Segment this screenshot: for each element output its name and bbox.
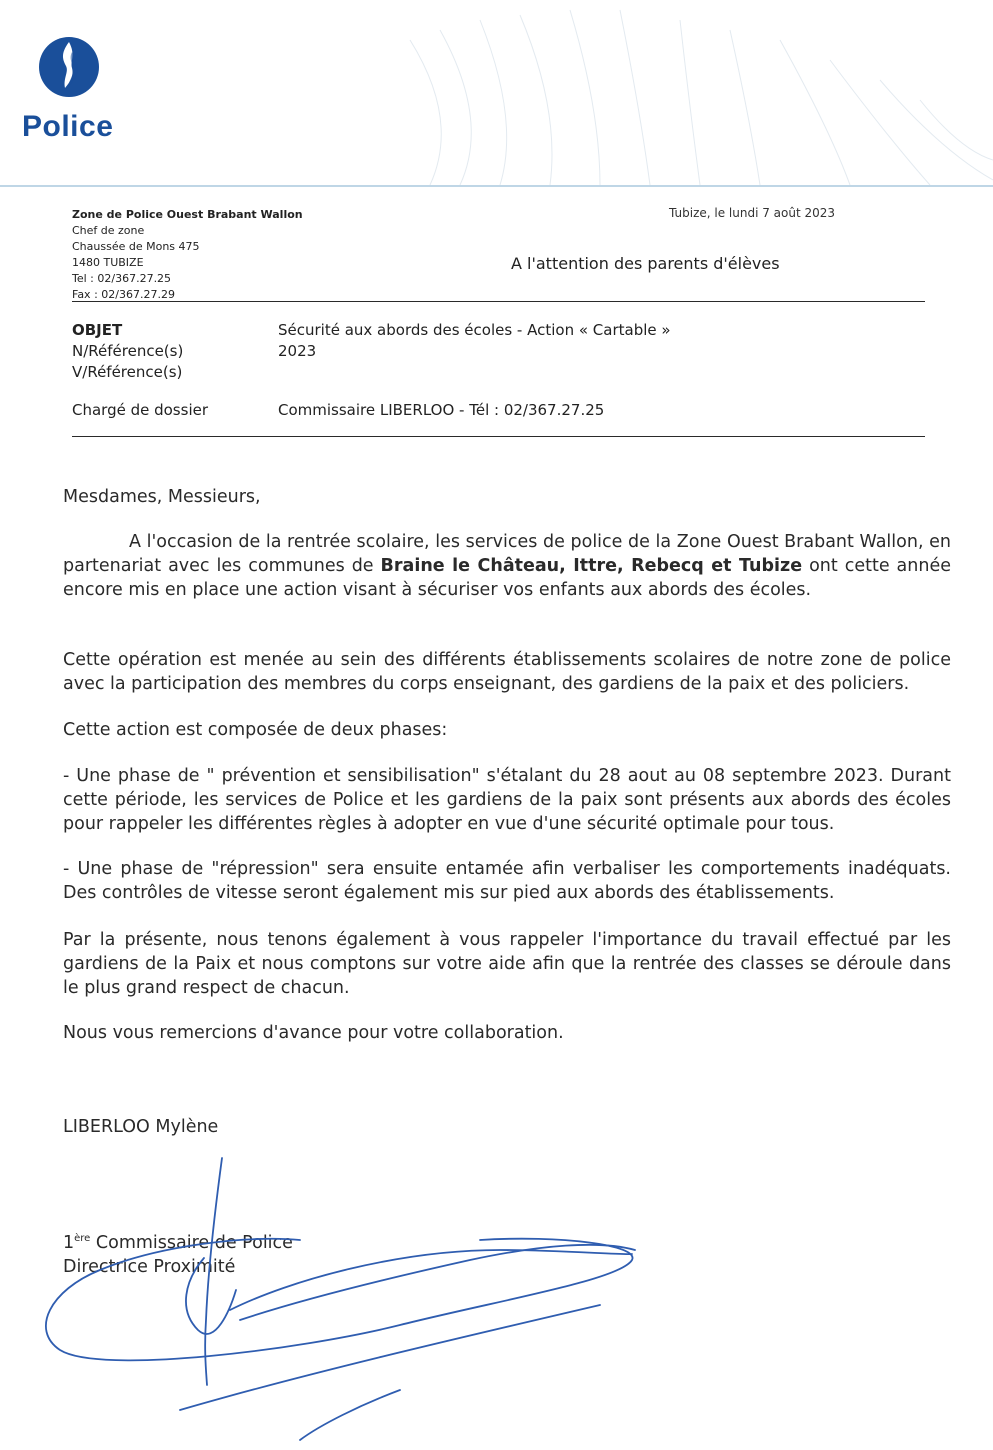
flame-icon <box>38 36 100 98</box>
greeting: Mesdames, Messieurs, <box>63 487 261 507</box>
divider-top <box>72 301 925 302</box>
police-logo <box>22 32 122 152</box>
sender-org: Zone de Police Ouest Brabant Wallon <box>72 208 303 221</box>
sender-fax: Fax : 02/367.27.29 <box>72 288 175 301</box>
title-sup: ère <box>74 1233 91 1245</box>
attention-line: A l'attention des parents d'élèves <box>511 254 780 273</box>
paragraph-1-end: ont cette année encore mis en place une action visant à sécuriser vos enfants aux abords des écoles. <box>63 556 951 600</box>
divider-bottom <box>72 436 925 437</box>
nref-value: 2023 <box>278 342 317 360</box>
title-num: 1 <box>63 1233 75 1253</box>
signatory-name: LIBERLOO Mylène <box>63 1117 219 1137</box>
paragraph-7: Nous vous remercions d'avance pour votre collaboration. <box>63 1023 564 1043</box>
paragraph-6: Par la présente, nous tenons également à vous rappeler l'importance du travail effectué par les gardiens de la Paix et nous comptons sur votre aide afin que la rentrée des classes se déroule dans le plus grand respect de chacun. <box>63 930 951 998</box>
logo-text: Police <box>22 110 114 143</box>
handwritten-signature <box>0 1150 700 1450</box>
letter-date: Tubize, le lundi 7 août 2023 <box>669 206 836 220</box>
sender-block <box>72 207 303 303</box>
reference-values <box>278 320 671 362</box>
sender-city: 1480 TUBIZE <box>72 256 144 269</box>
paragraph-4: - Une phase de " prévention et sensibilisation" s'étalant du 28 aout au 08 septembre 2023. Durant cette période, les services de Police et les gardiens de la paix sont présents aux abords des écoles pour rappeler les différentes règles à adopter en vue d'une sécurité optimale pour tous. <box>63 766 951 834</box>
nref-label: N/Référence(s) <box>72 342 184 360</box>
header-rule <box>0 185 993 187</box>
reference-labels <box>72 320 183 383</box>
objet-value: Sécurité aux abords des écoles - Action « Cartable » <box>278 321 671 339</box>
sender-tel: Tel : 02/367.27.25 <box>72 272 172 285</box>
charge-label: Chargé de dossier <box>72 401 209 419</box>
vref-label: V/Référence(s) <box>72 363 183 381</box>
paragraph-3: Cette action est composée de deux phases: <box>63 720 448 740</box>
sender-role: Chef de zone <box>72 224 145 237</box>
signatory-department: Directrice Proximité <box>63 1257 236 1277</box>
title-rest: Commissaire de Police <box>90 1233 293 1253</box>
sender-street: Chaussée de Mons 475 <box>72 240 200 253</box>
charge-value: Commissaire LIBERLOO - Tél : 02/367.27.25 <box>278 401 605 419</box>
header-pattern <box>400 0 993 190</box>
paragraph-2: Cette opération est menée au sein des différents établissements scolaires de notre zone de police avec la participation des membres du corps enseignant, des gardiens de la paix et des policiers. <box>63 650 951 694</box>
paragraph-1-start: A l'occasion de la rentrée scolaire, les services de police de la Zone Ouest Brabant Wallon, en partenariat avec les communes de <box>63 532 951 576</box>
objet-label: OBJET <box>72 321 123 339</box>
paragraph-1-communes: Braine le Château, Ittre, Rebecq et Tubize <box>380 556 803 576</box>
paragraph-1 <box>63 530 951 602</box>
paragraph-5: - Une phase de "répression" sera ensuite entamée afin verbaliser les comportements inadéquats. Des contrôles de vitesse seront également mis sur pied aux abords des établissements. <box>63 859 951 903</box>
